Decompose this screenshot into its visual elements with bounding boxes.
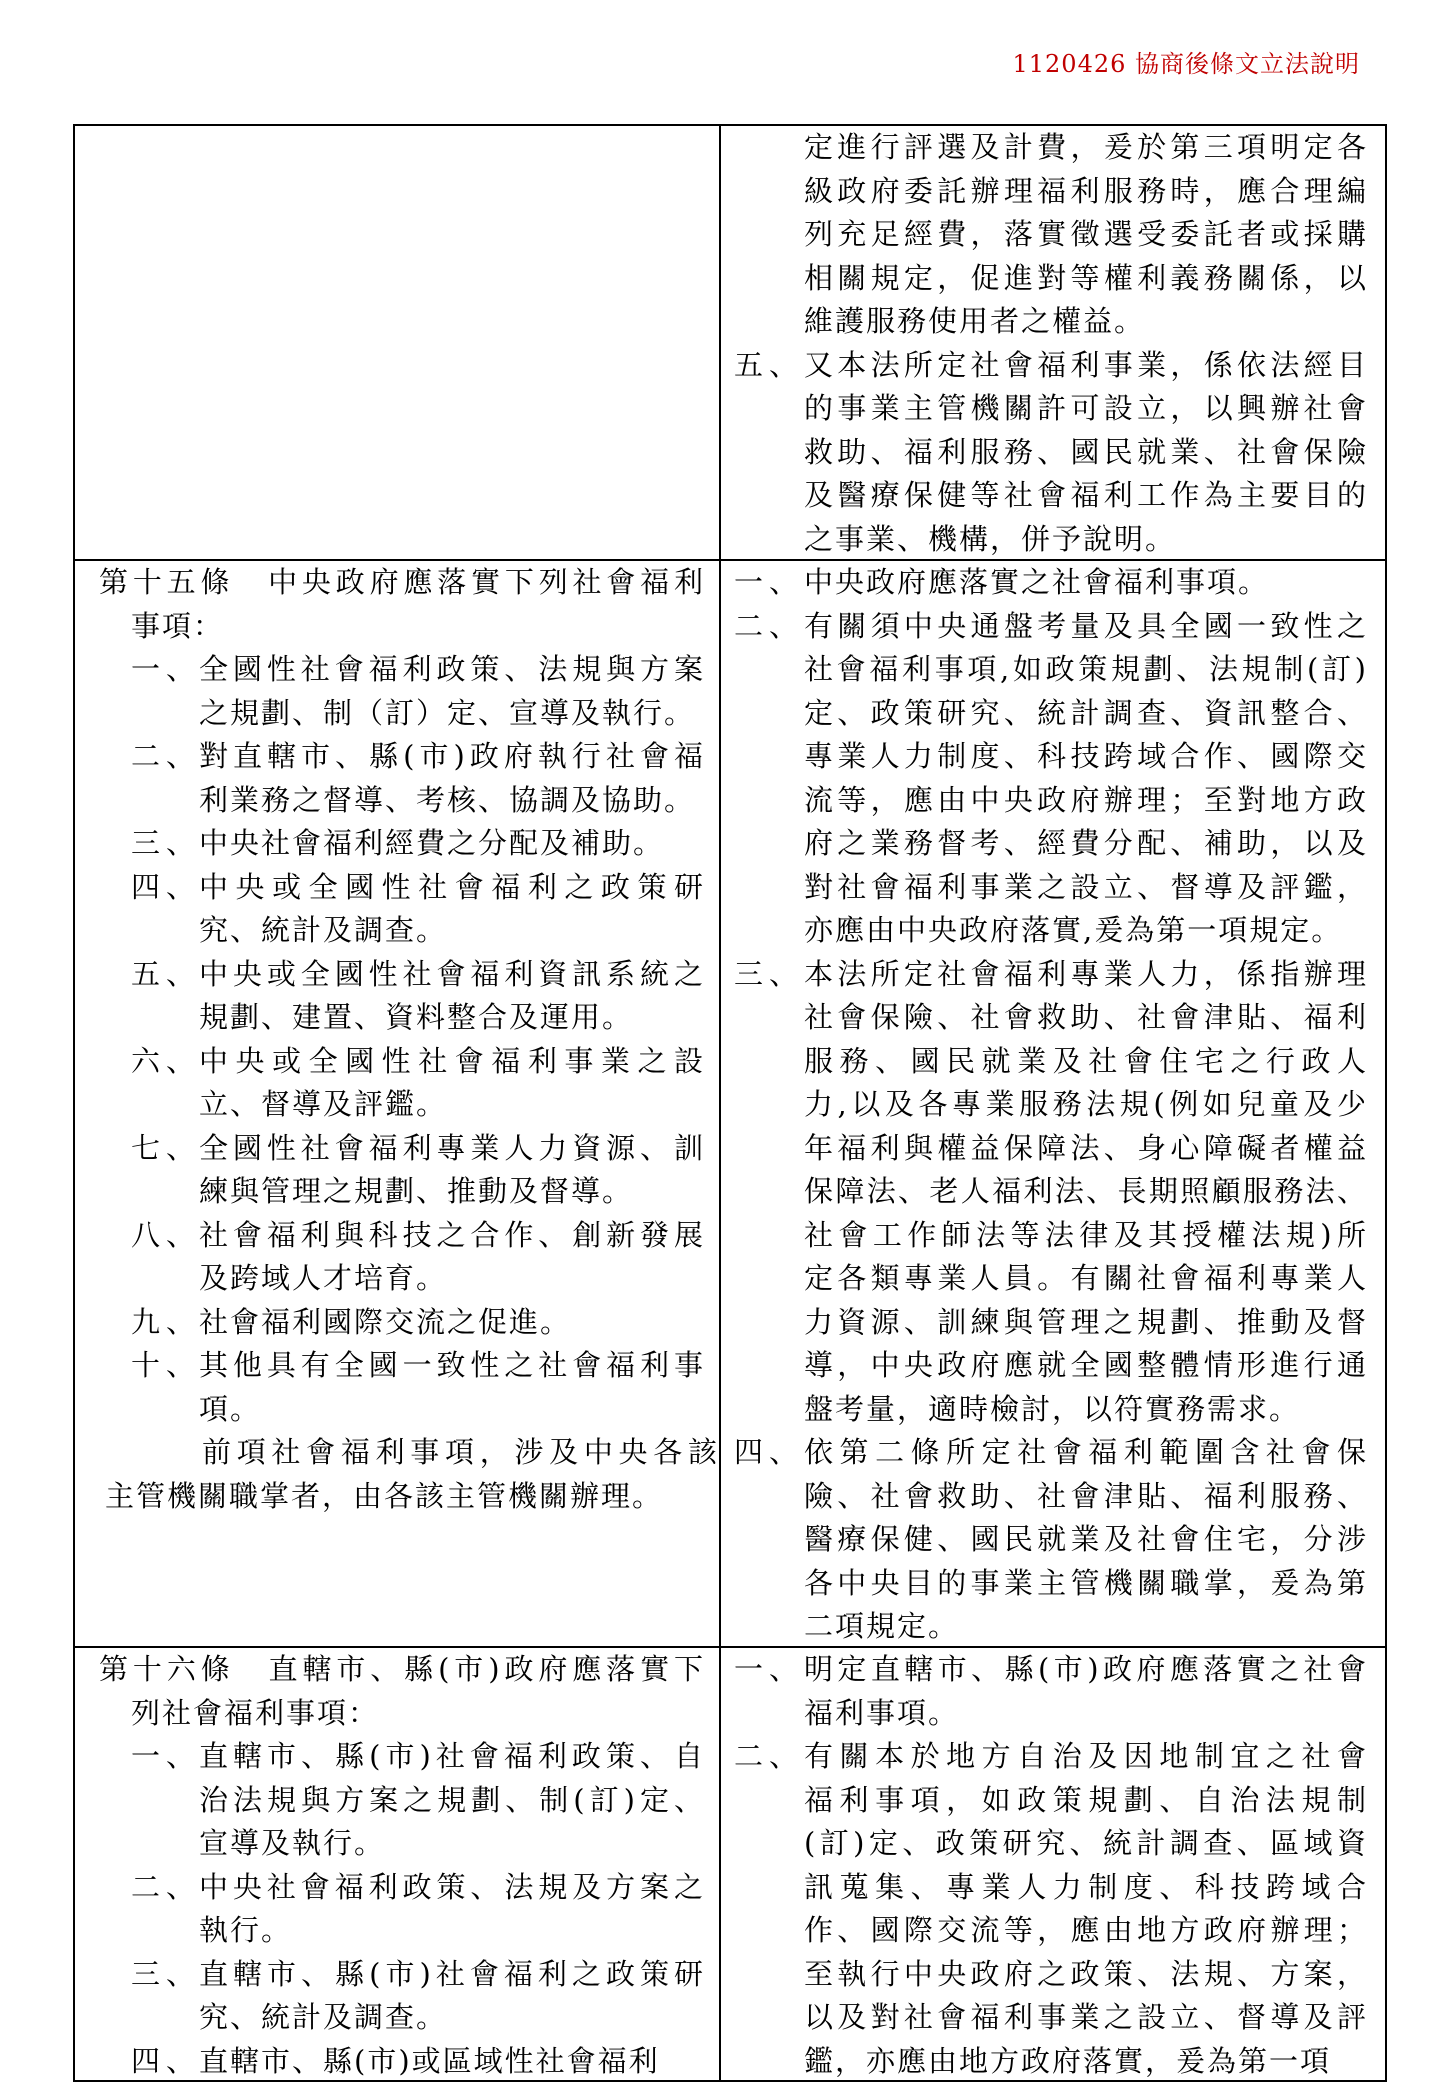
item-number: 三、: [131, 1956, 202, 1991]
article-text-cell: [75, 561, 721, 1646]
text-line: 又本法所定社會福利事業，係依法經目: [804, 347, 1368, 382]
list-item: [75, 1040, 719, 1127]
text-line: 府之業務督考、經費分配、補助，以及: [804, 826, 1368, 860]
list-item: [75, 822, 719, 866]
list-item: [75, 1301, 719, 1345]
text-line: 及醫療保健等社會福利工作為主要目的: [804, 478, 1368, 512]
text-line: 社會工作師法等法律及其授權法規)所: [804, 1217, 1368, 1252]
text-line: 主管機關職掌者，由各該主管機關辦理。: [105, 1478, 664, 1513]
item-number: 一、: [734, 1652, 805, 1686]
item-number: 二、: [734, 608, 805, 643]
text-line: 宣導及執行。: [199, 1826, 386, 1860]
text-line: 保障法、老人福利法、長期照顧服務法、: [804, 1174, 1368, 1208]
comparison-table: [73, 124, 1387, 2082]
item-number: 一、: [131, 652, 202, 686]
text-line: 中央政府應落實之社會福利事項。: [804, 565, 1270, 599]
table-row: [75, 1646, 1385, 2080]
list-item: [721, 344, 1385, 560]
list-item: [75, 648, 719, 735]
list-item: [75, 2040, 719, 2081]
text-line: 導，中央政府應就全國整體情形進行通: [804, 1348, 1368, 1382]
list-item: [721, 1735, 1385, 2080]
item-number: 一、: [131, 1739, 202, 1773]
text-line: 究、統計及調查。: [199, 2000, 448, 2034]
list-item: [75, 953, 719, 1040]
text-line: 項。: [199, 1391, 262, 1426]
list-item: [75, 1214, 719, 1301]
text-line: 其他具有全國一致性之社會福利事: [199, 1348, 705, 1382]
text-line: 級政府委託辦理福利服務時，應合理編: [804, 173, 1368, 208]
text-line: 維護服務使用者之權益。: [804, 304, 1146, 338]
text-line: 的事業主管機關許可設立，以興辦社會: [804, 391, 1368, 425]
text-line: 究、統計及調查。: [199, 913, 448, 947]
item-number: 八、: [131, 1217, 202, 1252]
text-line: 列充足經費，落實徵選受委託者或採購: [804, 217, 1368, 251]
text-line: 第十六條 直轄市、縣(市)政府應落實下: [99, 1652, 705, 1686]
list-item: [75, 735, 719, 822]
text-line: 福利事項，如政策規劃、自治法規制: [804, 1782, 1368, 1817]
text-line: 盤考量，適時檢討，以符實務需求。: [804, 1391, 1301, 1426]
list-item: [75, 866, 719, 953]
text-line: 社會福利國際交流之促進。: [199, 1304, 572, 1339]
text-line: 第十五條 中央政府應落實下列社會福利: [99, 565, 705, 599]
text-line: 作、國際交流等，應由地方政府辦理；: [804, 1913, 1368, 1947]
text-line: 明定直轄市、縣(市)政府應落實之社會: [804, 1652, 1368, 1686]
item-number: 四、: [131, 869, 202, 904]
item-number: 四、: [734, 1435, 805, 1469]
text-line: 社會保險、社會救助、社會津貼、福利: [804, 1000, 1368, 1034]
text-line: 定各類專業人員。有關社會福利專業人: [804, 1261, 1368, 1295]
item-number: 二、: [131, 1869, 202, 1904]
article-heading: [75, 1648, 719, 1735]
explanation-cell: [721, 561, 1385, 1646]
text-line: 訊蒐集、專業人力制度、科技跨域合: [804, 1869, 1368, 1904]
text-line: 事項：: [131, 608, 225, 643]
text-line: 直轄市、縣(市)社會福利政策、自: [199, 1739, 705, 1773]
text-line: 對社會福利事業之設立、督導及評鑑，: [804, 869, 1368, 904]
item-number: 六、: [131, 1043, 202, 1078]
text-line: 直轄市、縣(市)或區域性社會福利: [199, 2043, 660, 2078]
text-line: 之規劃、制（訂）定、宣導及執行。: [199, 695, 696, 730]
article-text-cell: [75, 1648, 721, 2080]
explanation-cell: [721, 1648, 1385, 2080]
text-line: 有關本於地方自治及因地制宜之社會: [804, 1739, 1368, 1773]
text-line: 之事業、機構，併予說明。: [804, 521, 1177, 556]
document-header-title: 1120426 協商後條文立法說明: [1012, 50, 1360, 78]
text-line: 列社會福利事項：: [131, 1695, 380, 1730]
text-line: 立、督導及評鑑。: [199, 1087, 448, 1121]
list-item: [721, 1648, 1385, 1735]
list-item: [721, 561, 1385, 605]
text-line: 醫療保健、國民就業及社會住宅，分涉: [804, 1522, 1368, 1556]
text-line: 定、政策研究、統計調查、資訊整合、: [804, 695, 1368, 730]
item-number: 二、: [131, 739, 202, 773]
text-line: 有關須中央通盤考量及具全國一致性之: [804, 608, 1368, 643]
text-line: 練與管理之規劃、推動及督導。: [199, 1174, 634, 1208]
text-line: 亦應由中央政府落實,爰為第一項規定。: [804, 913, 1343, 947]
text-line: 中央或全國性社會福利之政策研: [199, 869, 705, 904]
text-line: 至執行中央政府之政策、法規、方案，: [804, 1956, 1368, 1991]
list-item: [75, 1344, 719, 1431]
text-line: 全國性社會福利政策、法規與方案: [199, 652, 705, 686]
list-item: [721, 953, 1385, 1432]
text-line: (訂)定、政策研究、統計調查、區域資: [804, 1826, 1368, 1860]
list-item: [75, 1735, 719, 1866]
text-line: 社會福利與科技之合作、創新發展: [199, 1217, 705, 1252]
text-line: 服務、國民就業及社會住宅之行政人: [804, 1043, 1368, 1078]
text-line: 中央社會福利政策、法規及方案之: [199, 1869, 705, 1904]
text-line: 救助、福利服務、國民就業、社會保險: [804, 434, 1368, 469]
explanation-cell: [721, 126, 1385, 559]
item-number: 四、: [131, 2043, 202, 2078]
text-line: 相關規定，促進對等權利義務關係，以: [804, 260, 1368, 295]
item-number: 二、: [734, 1739, 805, 1773]
text-line: 二項規定。: [804, 1609, 960, 1643]
text-line: 險、社會救助、社會津貼、福利服務、: [804, 1478, 1368, 1513]
item-number: 十、: [131, 1348, 202, 1382]
text-line: 中央或全國性社會福利資訊系統之: [199, 956, 705, 991]
text-line: 本法所定社會福利專業人力，係指辦理: [804, 956, 1368, 991]
text-line: 全國性社會福利專業人力資源、訓: [199, 1130, 705, 1165]
text-line: 前項社會福利事項，涉及中央各該: [202, 1435, 719, 1469]
item-number: 五、: [131, 956, 202, 991]
table-row: [75, 559, 1385, 1646]
item-number: 一、: [734, 565, 805, 599]
text-line: 對直轄市、縣(市)政府執行社會福: [199, 739, 705, 773]
article-paragraph: [75, 1431, 719, 1518]
text-line: 利業務之督導、考核、協調及協助。: [199, 782, 696, 817]
text-line: 依第二條所定社會福利範圍含社會保: [804, 1435, 1368, 1469]
text-line: 流等，應由中央政府辦理；至對地方政: [804, 782, 1368, 817]
text-line: 中央社會福利經費之分配及補助。: [199, 826, 665, 860]
list-item: [721, 126, 1385, 344]
text-line: 及跨域人才培育。: [199, 1261, 448, 1295]
item-number: 七、: [131, 1130, 202, 1165]
article-heading: [75, 561, 719, 648]
text-line: 直轄市、縣(市)社會福利之政策研: [199, 1956, 705, 1991]
list-item: [75, 1953, 719, 2040]
list-item: [75, 1127, 719, 1214]
text-line: 社會福利事項,如政策規劃、法規制(訂): [804, 652, 1368, 686]
text-line: 力,以及各專業服務法規(例如兒童及少: [804, 1087, 1368, 1121]
list-item: [75, 1866, 719, 1953]
text-line: 鑑，亦應由地方政府落實，爰為第一項: [804, 2043, 1332, 2078]
list-item: [721, 1431, 1385, 1646]
text-line: 治法規與方案之規劃、制(訂)定、: [199, 1782, 705, 1817]
text-line: 以及對社會福利事業之設立、督導及評: [804, 2000, 1368, 2034]
item-number: 三、: [131, 826, 202, 860]
item-number: 三、: [734, 956, 805, 991]
text-line: 中央或全國性社會福利事業之設: [199, 1043, 705, 1078]
text-line: 福利事項。: [804, 1695, 960, 1730]
article-text-cell: [75, 126, 721, 559]
text-line: 定進行評選及計費，爰於第三項明定各: [804, 130, 1368, 164]
item-number: 五、: [734, 347, 805, 382]
list-item: [721, 605, 1385, 953]
table-row: [75, 126, 1385, 559]
text-line: 專業人力制度、科技跨域合作、國際交: [804, 739, 1368, 773]
text-line: 年福利與權益保障法、身心障礙者權益: [804, 1130, 1368, 1165]
text-line: 各中央目的事業主管機關職掌，爰為第: [804, 1565, 1368, 1600]
text-line: 規劃、建置、資料整合及運用。: [199, 1000, 634, 1034]
item-number: 九、: [131, 1304, 202, 1339]
text-line: 力資源、訓練與管理之規劃、推動及督: [804, 1304, 1368, 1339]
text-line: 執行。: [199, 1913, 293, 1947]
